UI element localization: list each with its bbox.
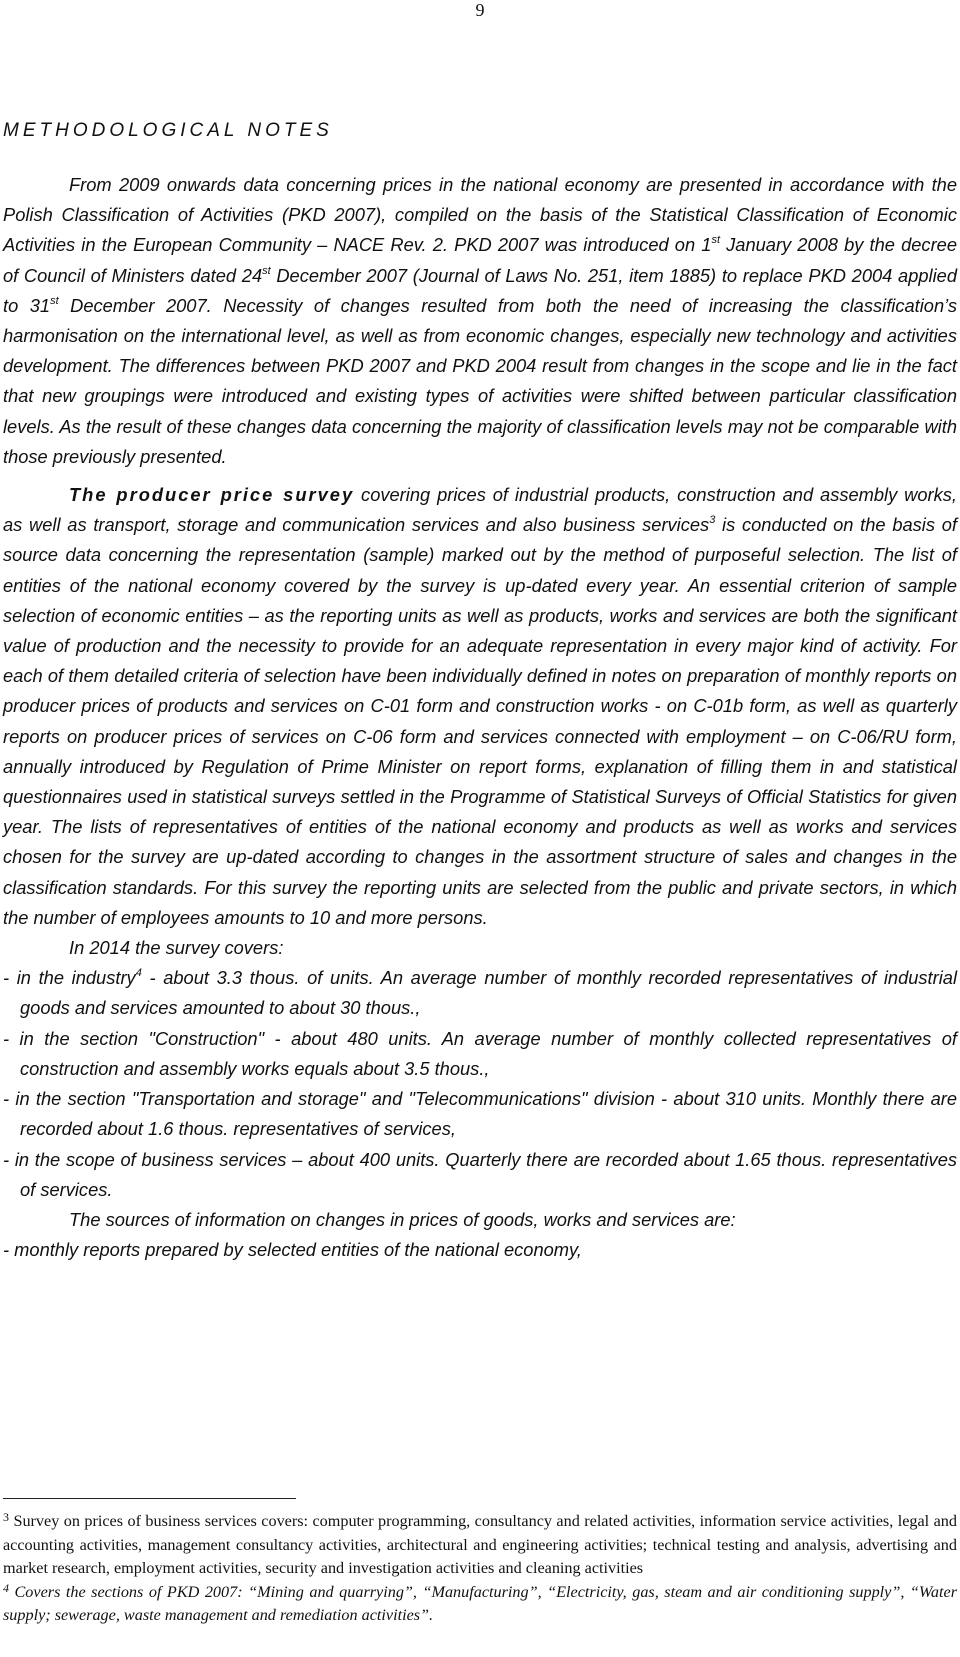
emphasized-term: The producer price survey	[69, 484, 355, 506]
footnotes	[3, 1510, 957, 1628]
page-number: 9	[475, 0, 485, 20]
paragraph-information-sources: The sources of information on changes in prices of goods, works and services are:	[69, 1208, 736, 1230]
footnote-3: $^3$ Survey on prices of business services covers: computer programming, consultancy and related activities, information service activities, legal and accounting activities, management consultancy activities, architectural and engineering activities; technical testing and analysis, advertising and market research, employment activities, security and investigation activities and cleaning activities	[3, 1510, 957, 1577]
paragraph-pkd-classification: From 2009 onwards data concerning prices in the national economy are presented in accordance with the Polish Classification of Activities (PKD 2007), compiled on the basis of the Statistical Classification of Economic Activities in the European Community – NACE Rev. 2. PKD 2007 was introduced on 1st January 2008 by the decree of Council of Ministers dated 24st December 2007 (Journal of Laws No. 251, item 1885) to replace PKD 2004 applied to 31st December 2007. Necessity of changes resulted from both the need of increasing the classification’s harmonisation on the international level, as well as from economic changes, especially new technology and activities development. The differences between PKD 2007 and PKD 2004 result from changes in the scope and lie in the fact that new groupings were introduced and existing types of activities were shifted between particular classification levels. As the result of these changes data concerning the majority of classification levels may not be comparable with those previously presented.	[3, 174, 957, 467]
list-item: - in the scope of business services – about 400 units. Quarterly there are recorded about 1.65 thous. representatives of services.	[3, 1148, 957, 1200]
footnote-reference: 3	[709, 514, 716, 527]
list-item: - in the section "Construction" - about 480 units. An average number of monthly collected representatives of construction and assembly works equals about 3.5 thous.,	[3, 1027, 957, 1079]
footnote-divider	[3, 1498, 296, 1499]
footnote-reference: 4	[135, 967, 142, 980]
list-item: - in the industry$^4$ - about 3.3 thous. of units. An average number of monthly recorded representatives of industrial goods and services amounted to about 30 thous.,	[3, 967, 958, 1019]
footnote-4: $^4$ Covers the sections of PKD 2007: “Mining and quarrying”, “Manufacturing”, “Electricity, gas, steam and air conditioning supply”, “Water supply; sewerage, waste management and remediation activities”.	[3, 1580, 957, 1624]
paragraph-survey-coverage: In 2014 the survey covers:	[69, 937, 284, 959]
list-item: - in the section "Transportation and storage" and "Telecommunications" division - about 310 units. Monthly there are recorded about 1.6 thous. representatives of services,	[3, 1088, 957, 1140]
paragraph-producer-price-survey: The producer price survey covering prices of industrial products, construction and assembly works, as well as transport, storage and communication services and also business services$^3$ is conducted on the basis of source data concerning the representation (sample) marked out by the method of purposeful selection. The list of entities of the national economy covered by the survey is up-dated every year. An essential criterion of sample selection of economic entities – as the reporting units as well as products, works and services are both the significant value of production and the necessity to provide for an adequate representation in every major kind of activity. For each of them detailed criteria of selection have been individually defined in notes on preparation of monthly reports on producer prices of products and services on C-01 form and construction works - on C-01b form, as well as quarterly reports on producer prices of services on C-06 form and services connected with employment – on C-06/RU form, annually introduced by Regulation of Prime Minister on report forms, explanation of filling them in and statistical questionnaires used in statistical surveys settled in the Programme of Statistical Surveys of Official Statistics for given year. The lists of representatives of entities of the national economy and products as well as works and services chosen for the survey are up-dated according to changes in the assortment structure of sales and changes in the classification standards. For this survey the reporting units are selected from the public and private sectors, in which the number of employees amounts to 10 and more persons.	[3, 484, 957, 928]
body-text	[3, 170, 957, 1265]
section-heading: METHODOLOGICAL NOTES	[3, 120, 333, 141]
list-item: - monthly reports prepared by selected entities of the national economy,	[3, 1239, 582, 1261]
